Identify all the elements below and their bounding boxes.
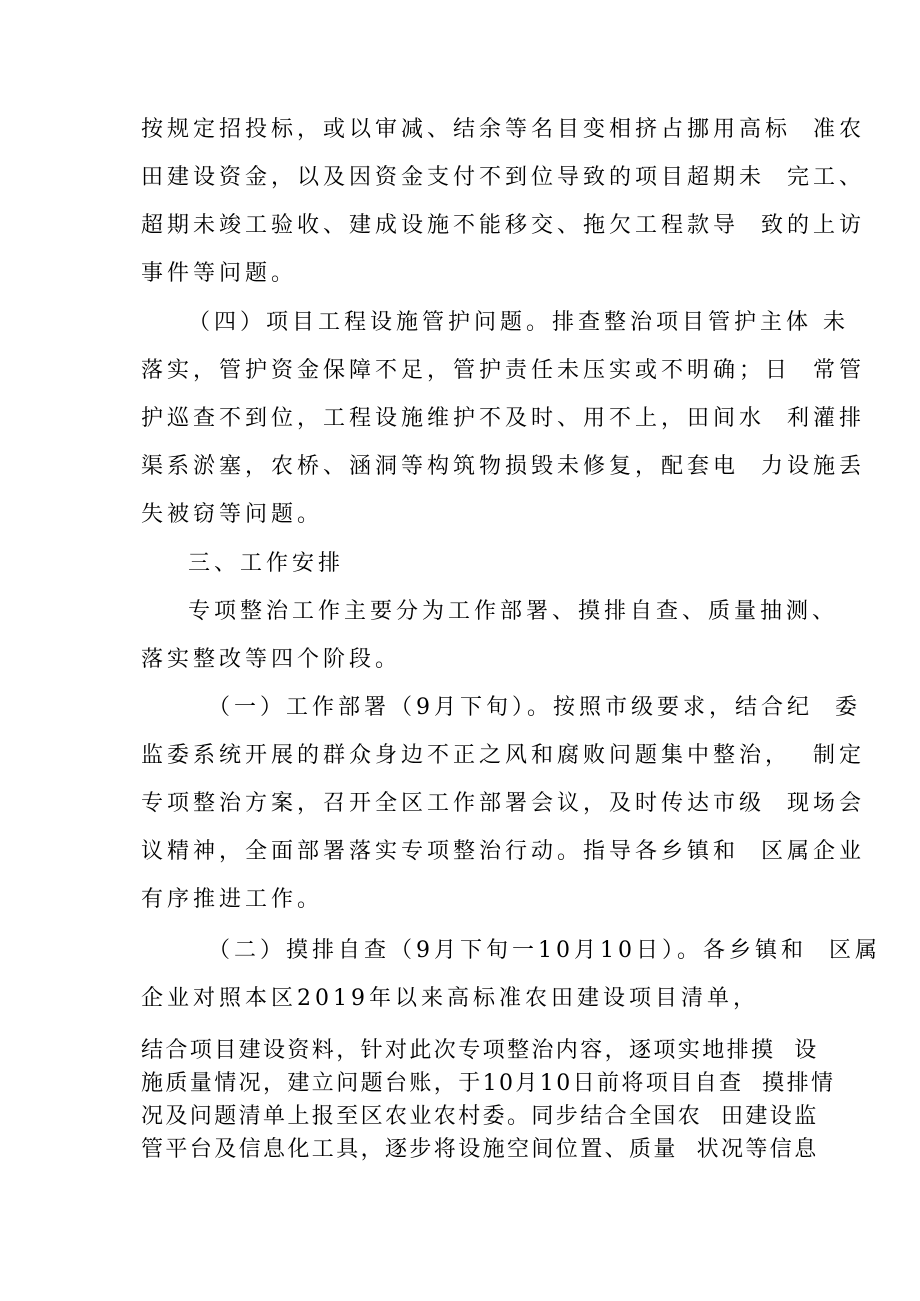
text-line: 监委系统开展的群众身边不正之风和腐败问题集中整治， 制定 (141, 743, 865, 768)
text-line: 结合项目建设资料，针对此次专项整治内容，逐项实地排摸 设 (141, 1038, 819, 1063)
text-line: 事件等问题。 (141, 261, 298, 286)
text-line: 专项整治工作主要分为工作部署、摸排自查、质量抽测、 (188, 599, 839, 624)
text-line: 专项整治方案，召开全区工作部署会议，及时传达市级 现场会 (141, 791, 865, 816)
text-line: 失被窃等问题。 (141, 502, 324, 527)
text-line: 渠系淤塞，农桥、涵洞等构筑物损毁未修复，配套电 力设施丢 (141, 454, 865, 479)
section-heading-line: （二）摸排自查（9月下旬一10月10日）。各乡镇和 区属 (208, 938, 881, 963)
text-line: 施质量情况，建立问题台账，于10月10日前将项目自查 摸排情 (141, 1071, 836, 1096)
text-line: 况及问题清单上报至区农业农村委。同步结合全国农 田建设监 (141, 1104, 819, 1129)
text-line: 护巡查不到位，工程设施维护不及时、用不上，田间水 利灌排 (141, 406, 865, 431)
section-heading-line: （一）工作部署（9月下旬）。按照市级要求，结合纪 委 (208, 695, 861, 720)
text-line: 落实，管护资金保障不足，管护责任未压实或不明确；日 常管 (141, 358, 865, 383)
section-title: 三、工作安排 (188, 551, 345, 576)
section-heading-line: （四）项目工程设施管护问题。排查整治项目管护主体 未 (188, 310, 849, 335)
text-line: 企业对照本区2019年以来高标准农田建设项目清单， (141, 986, 759, 1011)
text-line: 超期未竣工验收、建成设施不能移交、拖欠工程款导 致的上访 (141, 213, 865, 238)
text-line: 田建设资金，以及因资金支付不到位导致的项目超期未 完工、 (141, 165, 865, 190)
text-line: 管平台及信息化工具，逐步将设施空间位置、质量 状况等信息 (141, 1137, 819, 1162)
text-line: 有序推进工作。 (141, 887, 324, 912)
text-line: 按规定招投标，或以审减、结余等名目变相挤占挪用高标 准农 (141, 117, 865, 142)
text-line: 议精神，全面部署落实专项整治行动。指导各乡镇和 区属企业 (141, 839, 865, 864)
text-line: 落实整改等四个阶段。 (141, 647, 402, 672)
